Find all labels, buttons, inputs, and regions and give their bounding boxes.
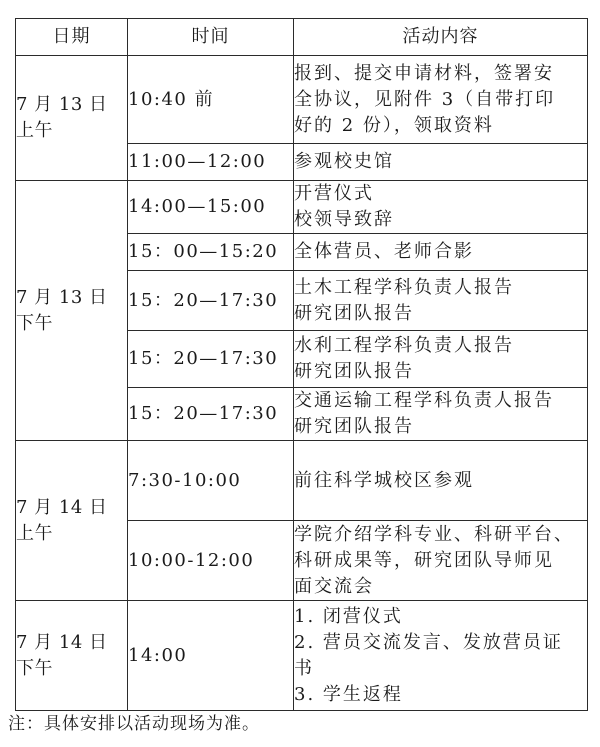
schedule-table	[15, 18, 588, 711]
content-line: 水利工程学科负责人报告	[294, 335, 514, 356]
header-time: 时间	[128, 19, 294, 56]
content-line: 1. 闭营仪式	[294, 605, 403, 627]
content-line: 研究团队报告	[294, 302, 414, 324]
content-cell	[294, 441, 588, 521]
date-cell	[16, 601, 128, 711]
content-line: 好的 2 份），领取资料	[294, 114, 494, 136]
content-line: 参观校史馆	[294, 151, 394, 172]
content-cell	[294, 234, 588, 271]
content-line: 全协议，见附件 3（自带打印	[294, 88, 556, 110]
content-cell	[294, 144, 588, 181]
content-cell	[294, 56, 588, 144]
content-cell	[294, 181, 588, 234]
content-line: 研究团队报告	[294, 361, 414, 382]
time-cell: 15：20—17:30	[128, 331, 294, 388]
content-line: 科研成果等，研究团队导师见	[294, 549, 554, 571]
date-label: 7 月 13 日	[16, 286, 108, 308]
time-cell: 15：00—15:20	[128, 234, 294, 271]
header-content: 活动内容	[294, 19, 588, 56]
header-row	[16, 19, 588, 56]
table-row	[16, 56, 588, 144]
content-line: 2. 营员交流发言、发放营员证	[294, 631, 563, 653]
table-row	[16, 181, 588, 234]
date-label: 7 月 14 日	[16, 496, 108, 518]
content-line: 前往科学城校区参观	[294, 469, 474, 491]
table-row	[16, 441, 588, 521]
time-cell: 14:00—15:00	[128, 181, 294, 234]
period-label: 上午	[16, 522, 53, 544]
period-label: 下午	[16, 657, 53, 679]
content-line: 校领导致辞	[294, 209, 394, 230]
content-line: 报到、提交申请材料，签署安	[294, 62, 554, 84]
period-label: 下午	[16, 312, 53, 334]
content-line: 面交流会	[294, 575, 374, 597]
date-cell	[16, 441, 128, 601]
time-cell: 10:00-12:00	[128, 521, 294, 601]
date-label: 7 月 14 日	[16, 631, 108, 653]
content-line: 书	[294, 657, 314, 679]
date-label: 7 月 13 日	[16, 94, 108, 115]
period-label: 上午	[16, 120, 53, 141]
content-cell	[294, 331, 588, 388]
time-cell: 14:00	[128, 601, 294, 711]
content-line: 3. 学生返程	[294, 683, 403, 705]
footnote: 注：具体安排以活动现场为准。	[8, 714, 260, 734]
time-cell: 15：20—17:30	[128, 271, 294, 331]
content-line: 开营仪式	[294, 183, 374, 204]
header-date: 日期	[16, 19, 128, 56]
date-cell	[16, 181, 128, 441]
time-cell: 15：20—17:30	[128, 388, 294, 441]
content-line: 交通运输工程学科负责人报告	[294, 390, 554, 411]
time-cell: 10:40 前	[128, 56, 294, 144]
content-cell	[294, 601, 588, 711]
time-cell: 11:00—12:00	[128, 144, 294, 181]
content-line: 学院介绍学科专业、科研平台、	[294, 523, 574, 545]
content-cell	[294, 271, 588, 331]
content-line: 研究团队报告	[294, 416, 414, 437]
time-cell: 7:30-10:00	[128, 441, 294, 521]
table-row	[16, 601, 588, 711]
content-line: 全体营员、老师合影	[294, 241, 474, 262]
content-cell	[294, 388, 588, 441]
content-line: 土木工程学科负责人报告	[294, 276, 514, 298]
content-cell	[294, 521, 588, 601]
date-cell	[16, 56, 128, 181]
